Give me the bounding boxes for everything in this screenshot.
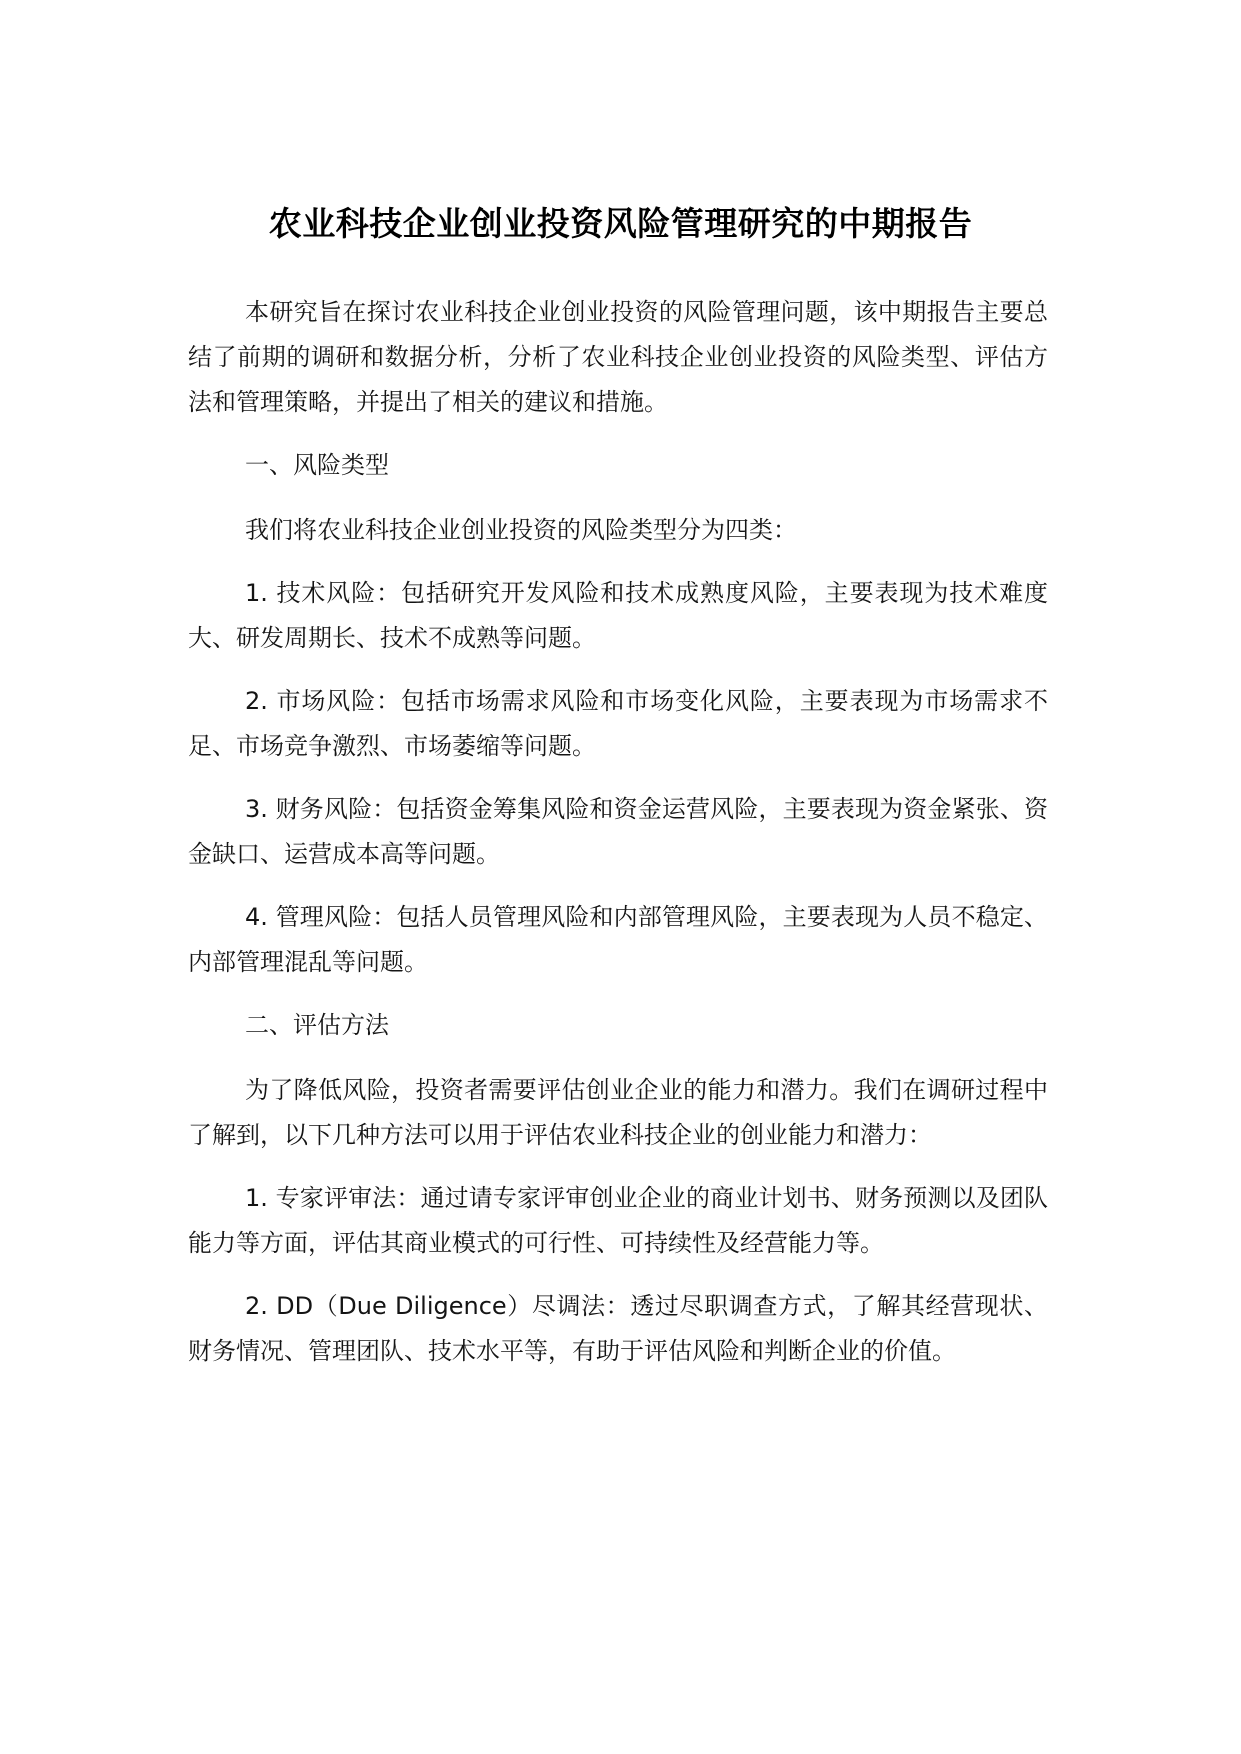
document-body — [188, 290, 1048, 1392]
market-risk-paragraph: 2. 市场风险：包括市场需求风险和市场变化风险，主要表现为市场需求不足、市场竞争激烈、市场萎缩等问题。 — [188, 687, 1048, 760]
financial-risk-paragraph: 3. 财务风险：包括资金筹集风险和资金运营风险，主要表现为资金紧张、资金缺口、运营成本高等问题。 — [188, 795, 1048, 868]
assessment-intro-paragraph: 为了降低风险，投资者需要评估创业企业的能力和潜力。我们在调研过程中了解到，以下几种方法可以用于评估农业科技企业的创业能力和潜力： — [188, 1076, 1048, 1149]
section-heading-assessment-methods: 二、评估方法 — [245, 1011, 389, 1039]
management-risk-paragraph: 4. 管理风险：包括人员管理风险和内部管理风险，主要表现为人员不稳定、内部管理混乱等问题。 — [188, 903, 1048, 976]
technical-risk-paragraph: 1. 技术风险：包括研究开发风险和技术成熟度风险，主要表现为技术难度大、研发周期长、技术不成熟等问题。 — [188, 579, 1048, 652]
expert-review-paragraph: 1. 专家评审法：通过请专家评审创业企业的商业计划书、财务预测以及团队能力等方面，评估其商业模式的可行性、可持续性及经营能力等。 — [188, 1184, 1048, 1257]
section-heading-risk-types: 一、风险类型 — [245, 451, 389, 479]
document-title: 农业科技企业创业投资风险管理研究的中期报告 — [268, 204, 973, 244]
due-diligence-paragraph: 2. DD（Due Diligence）尽调法：透过尽职调查方式，了解其经营现状、财务情况、管理团队、技术水平等，有助于评估风险和判断企业的价值。 — [188, 1292, 1048, 1365]
risk-types-intro-paragraph: 我们将农业科技企业创业投资的风险类型分为四类： — [245, 516, 797, 544]
intro-paragraph: 本研究旨在探讨农业科技企业创业投资的风险管理问题，该中期报告主要总结了前期的调研和数据分析，分析了农业科技企业创业投资的风险类型、评估方法和管理策略，并提出了相关的建议和措施。 — [188, 298, 1048, 416]
